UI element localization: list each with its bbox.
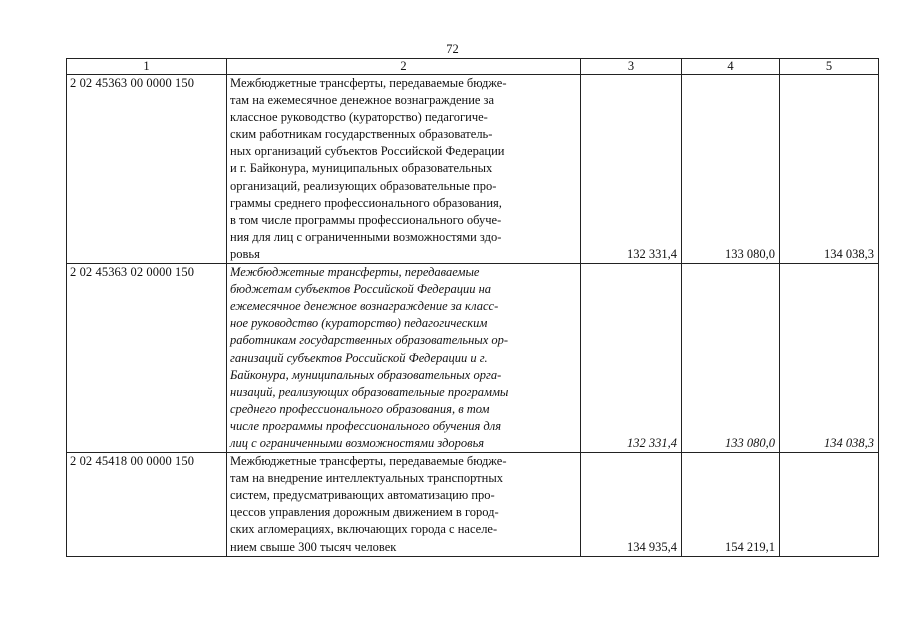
description-line: ных организаций субъектов Российской Федерации bbox=[230, 144, 505, 159]
header-col-3: 3 bbox=[581, 59, 682, 75]
description-line: классное руководство (кураторство) педагогиче- bbox=[230, 110, 488, 125]
description-line: в том числе программы профессионального обуче- bbox=[230, 212, 502, 227]
description-line: бюджетам субъектов Российской Федерации на bbox=[230, 282, 492, 297]
value-col-3: 132 331,4 bbox=[581, 75, 682, 264]
budget-code: 2 02 45363 02 0000 150 bbox=[67, 264, 227, 453]
budget-table bbox=[66, 58, 879, 557]
description-line: среднего профессионального образования, в том bbox=[230, 401, 490, 416]
value-col-4: 154 219,1 bbox=[682, 453, 780, 557]
description-line: там на ежемесячное денежное вознаграждение за bbox=[230, 93, 495, 108]
description-line: Межбюджетные трансферты, передаваемые бюдже- bbox=[230, 454, 507, 469]
description-line: цессов управления дорожным движением в город- bbox=[230, 505, 499, 520]
value-col-5 bbox=[780, 453, 879, 557]
table-row bbox=[67, 75, 879, 264]
description-line: и г. Байконура, муниципальных образовательных bbox=[230, 161, 493, 176]
description-line: лиц с ограниченными возможностями здоровья bbox=[230, 435, 485, 450]
description-line: ским работникам государственных образователь- bbox=[230, 127, 493, 142]
row-description bbox=[227, 75, 581, 264]
description-line: ное руководство (кураторство) педагогическим bbox=[230, 316, 488, 331]
header-col-1: 1 bbox=[67, 59, 227, 75]
description-line: ния для лиц с ограниченными возможностями здо- bbox=[230, 229, 502, 244]
description-line: ганизаций субъектов Российской Федерации и г. bbox=[230, 350, 488, 365]
description-line: числе программы профессионального обучения для bbox=[230, 418, 502, 433]
description-line: ежемесячное денежное вознаграждение за класс- bbox=[230, 299, 499, 314]
value-col-4: 133 080,0 bbox=[682, 75, 780, 264]
description-line: нием свыше 300 тысяч человек bbox=[230, 539, 397, 554]
header-col-4: 4 bbox=[682, 59, 780, 75]
budget-code: 2 02 45418 00 0000 150 bbox=[67, 453, 227, 557]
budget-code: 2 02 45363 00 0000 150 bbox=[67, 75, 227, 264]
value-col-3: 132 331,4 bbox=[581, 264, 682, 453]
description-line: Межбюджетные трансферты, передаваемые бюдже- bbox=[230, 76, 507, 90]
value-col-5: 134 038,3 bbox=[780, 264, 879, 453]
description-line: ровья bbox=[230, 246, 260, 261]
header-col-5: 5 bbox=[780, 59, 879, 75]
header-col-2: 2 bbox=[227, 59, 581, 75]
table-row bbox=[67, 453, 879, 557]
description-line: Межбюджетные трансферты, передаваемые bbox=[230, 265, 480, 280]
row-description bbox=[227, 453, 581, 557]
description-line: граммы среднего профессионального образования, bbox=[230, 195, 502, 210]
description-line: там на внедрение интеллектуальных транспортных bbox=[230, 471, 503, 486]
value-col-3: 134 935,4 bbox=[581, 453, 682, 557]
description-line: работникам государственных образовательных ор- bbox=[230, 333, 509, 348]
description-line: ских агломерациях, включающих города с населе- bbox=[230, 522, 498, 537]
description-line: низаций, реализующих образовательные программы bbox=[230, 384, 509, 399]
value-col-4: 133 080,0 bbox=[682, 264, 780, 453]
description-line: систем, предусматривающих автоматизацию про- bbox=[230, 488, 495, 503]
row-description bbox=[227, 264, 581, 453]
page-number: 72 bbox=[446, 42, 459, 56]
description-line: организаций, реализующих образовательные про- bbox=[230, 178, 497, 193]
header-row bbox=[67, 59, 879, 75]
description-line: Байконура, муниципальных образовательных орга- bbox=[230, 367, 502, 382]
value-col-5: 134 038,3 bbox=[780, 75, 879, 264]
table-row bbox=[67, 264, 879, 453]
